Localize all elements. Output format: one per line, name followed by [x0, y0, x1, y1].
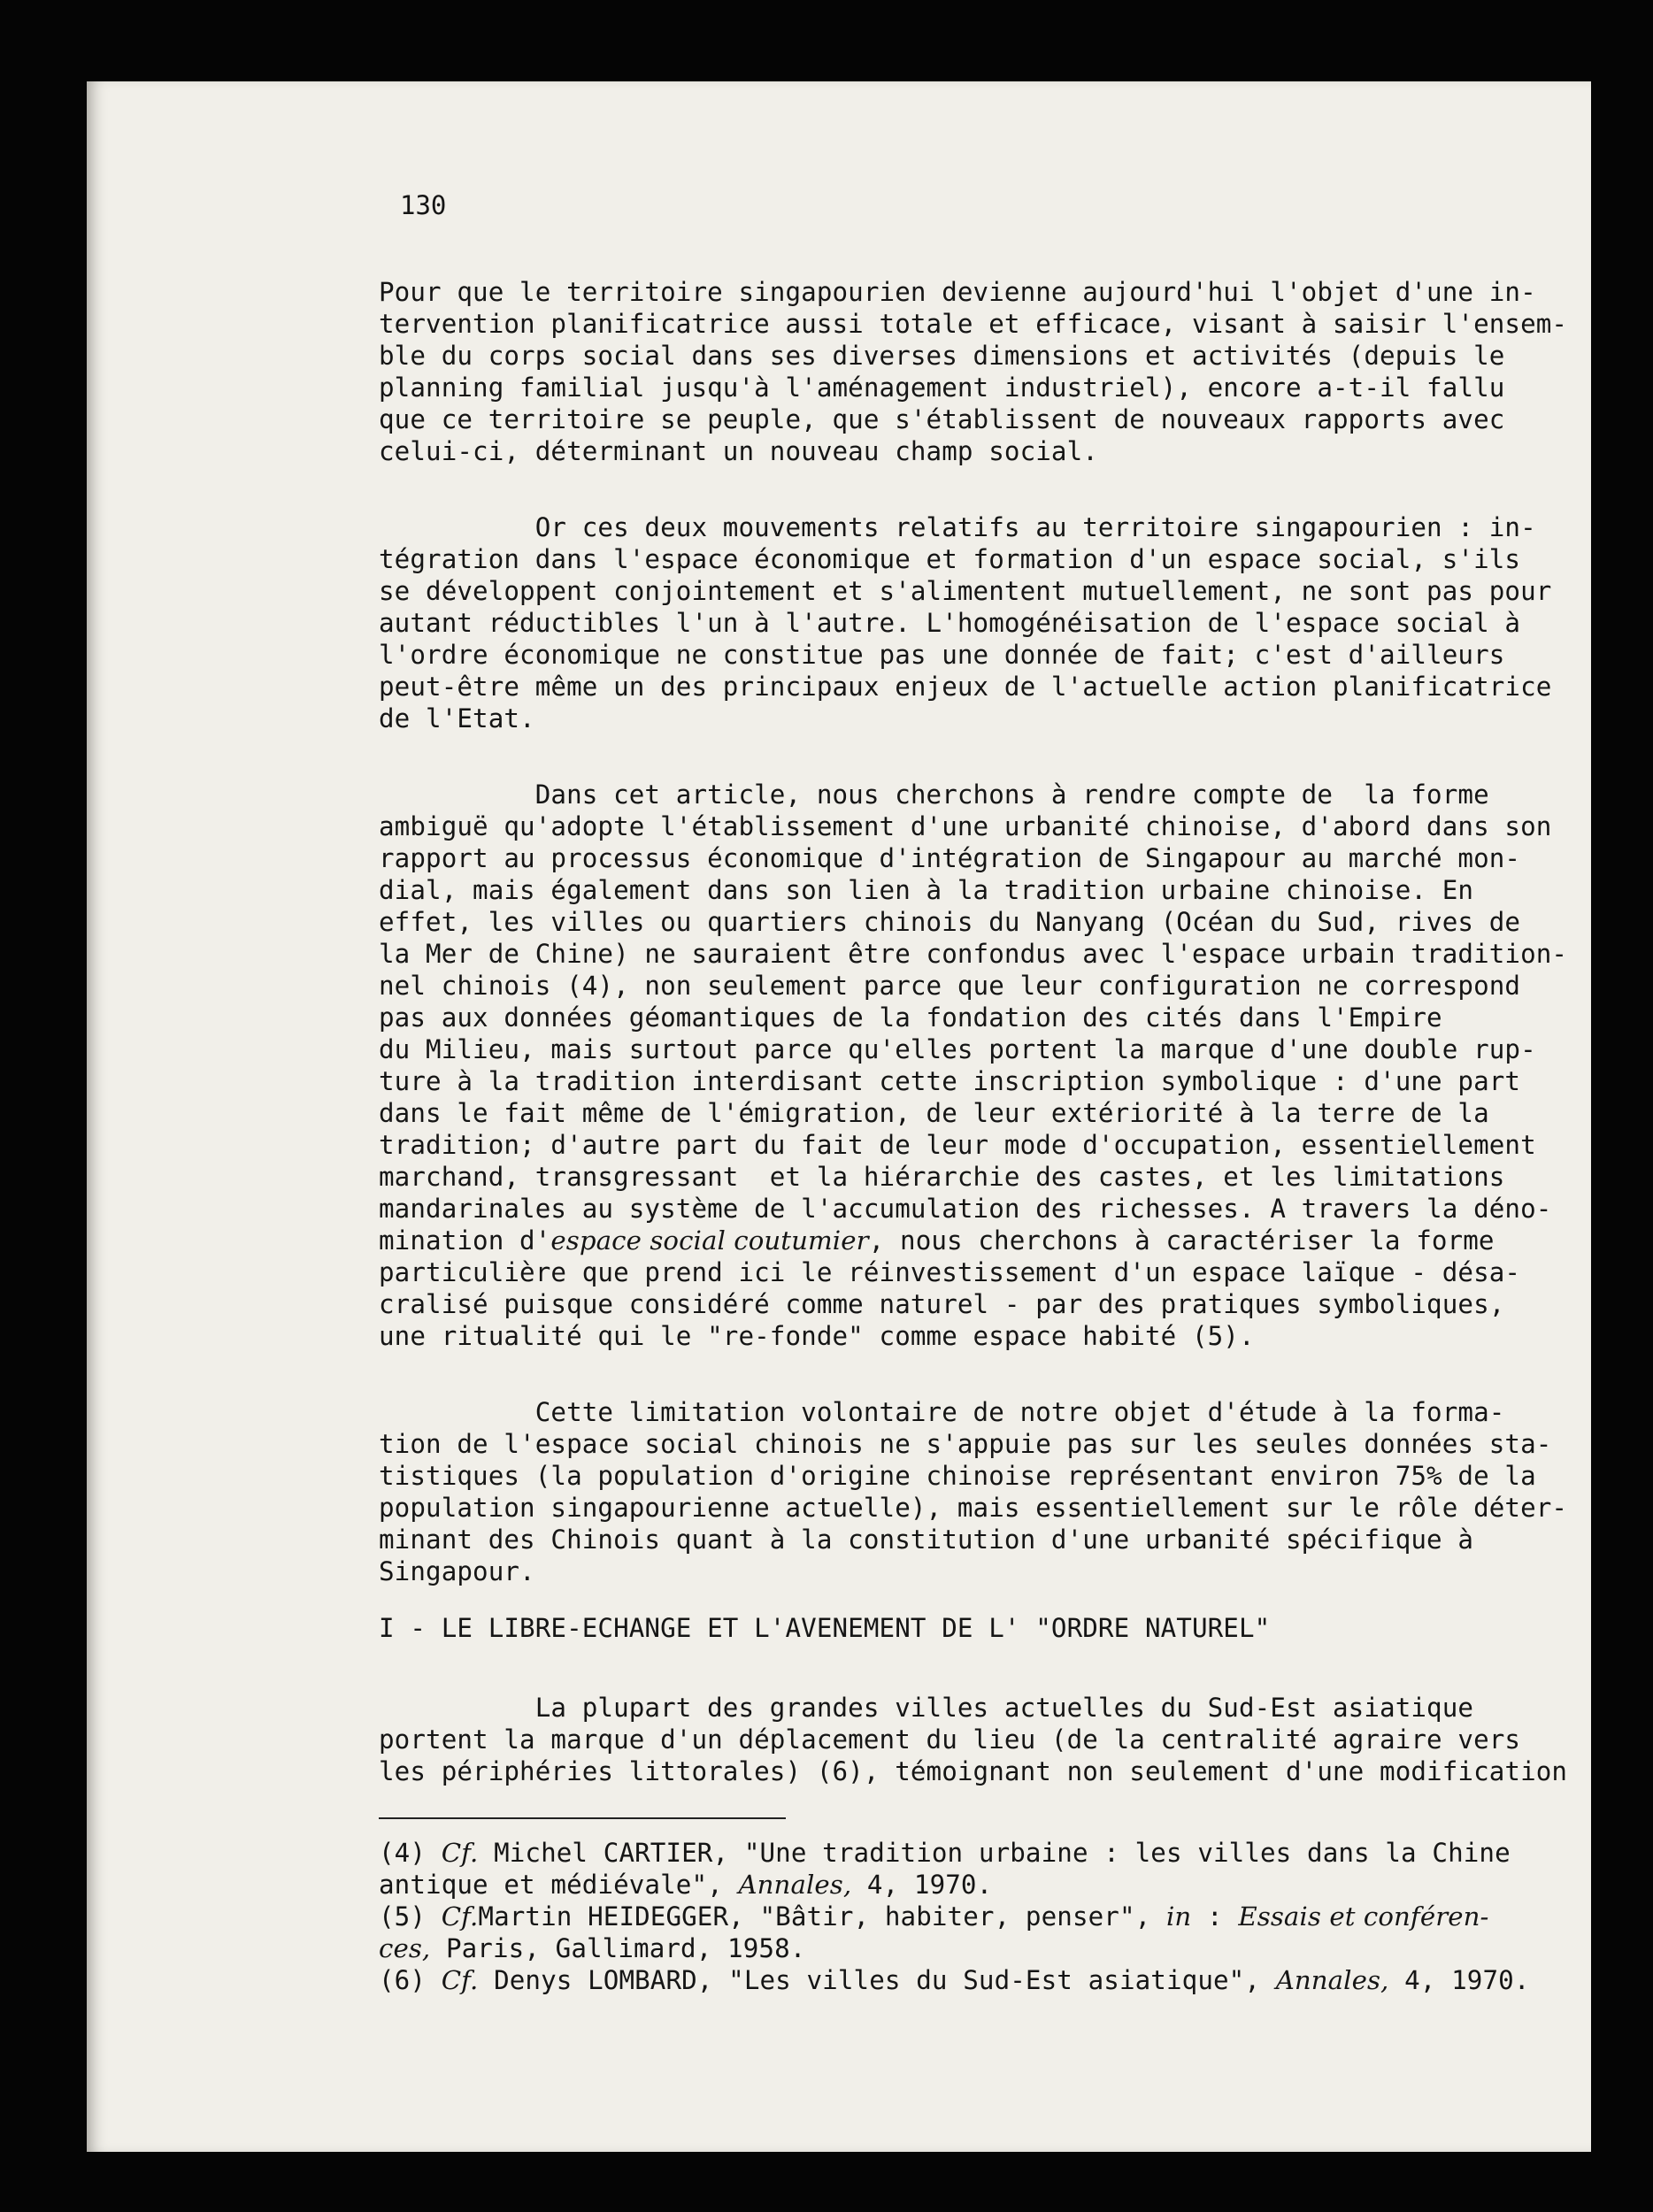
p1-line: tervention planificatrice aussi totale et efficace, visant à saisir l'ensem-: [379, 309, 1568, 339]
p1-line: celui-ci, déterminant un nouveau champ social.: [379, 436, 1098, 466]
fn-text: Michel CARTIER, "Une tradition urbaine : les villes dans la Chine: [478, 1838, 1511, 1868]
p3-line-italic: [379, 1225, 1495, 1256]
p3-line: cralisé puisque considéré comme naturel - par des pratiques symboliques,: [379, 1289, 1505, 1319]
fn-num: (5): [379, 1901, 442, 1932]
fn-text: antique et médiévale",: [379, 1870, 739, 1900]
p5-line: La plupart des grandes villes actuelles du Sud-Est asiatique: [379, 1693, 1474, 1723]
footnote-5: [379, 1901, 1488, 1932]
p2-line: autant réductibles l'un à l'autre. L'homogénéisation de l'espace social à: [379, 608, 1521, 638]
p2-line: se développent conjointement et s'alimentent mutuellement, ne sont pas pour: [379, 576, 1552, 606]
p3-line: particulière que prend ici le réinvestissement d'un espace laïque - désa-: [379, 1257, 1521, 1287]
fn-title: ces,: [379, 1933, 431, 1963]
p3-line: Dans cet article, nous cherchons à rendre compte de la forme: [379, 780, 1489, 810]
p5-line: portent la marque d'un déplacement du lieu (de la centralité agraire vers: [379, 1724, 1521, 1755]
p4-line: Cette limitation volontaire de notre objet d'étude à la forma-: [379, 1397, 1505, 1427]
p3-line: nel chinois (4), non seulement parce que leur configuration ne correspond: [379, 971, 1521, 1001]
fn-text: :: [1191, 1901, 1239, 1932]
p3-line: tradition; d'autre part du fait de leur mode d'occupation, essentiellement: [379, 1130, 1536, 1160]
p3-line: rapport au processus économique d'intégration de Singapour au marché mon-: [379, 843, 1521, 873]
fn-text: 4, 1970.: [1388, 1965, 1530, 1995]
p3-text: , nous cherchons à caractériser la forme: [868, 1225, 1495, 1256]
p3-line: ambiguë qu'adopte l'établissement d'une urbanité chinoise, d'abord dans son: [379, 811, 1552, 841]
fn-text: Denys LOMBARD, "Les villes du Sud-Est asiatique",: [478, 1965, 1276, 1995]
p4-line: minant des Chinois quant à la constitution d'une urbanité spécifique à: [379, 1525, 1474, 1555]
footnote-rule: [379, 1817, 786, 1819]
p3-line: effet, les villes ou quartiers chinois du Nanyang (Océan du Sud, rives de: [379, 907, 1521, 937]
p3-line: une ritualité qui le "re-fonde" comme espace habité (5).: [379, 1321, 1255, 1351]
p3-line: ture à la tradition interdisant cette inscription symbolique : d'une part: [379, 1066, 1521, 1096]
p2-line: Or ces deux mouvements relatifs au territoire singapourien : in-: [379, 512, 1536, 542]
fn-text: Paris, Gallimard, 1958.: [430, 1933, 806, 1963]
fn-journal: Annales,: [738, 1870, 852, 1900]
footnote-4-line2: [379, 1869, 992, 1901]
p4-line: tistiques (la population d'origine chinoise représentant environ 75% de la: [379, 1461, 1536, 1491]
p2-line: l'ordre économique ne constitue pas une donnée de fait; c'est d'ailleurs: [379, 640, 1505, 670]
footnote-4: [379, 1837, 1511, 1869]
fn-cf: Cf.: [441, 1901, 479, 1932]
fn-text: Martin HEIDEGGER, "Bâtir, habiter, penser",: [478, 1901, 1166, 1932]
fn-in: in: [1165, 1901, 1192, 1932]
p3-line: dial, mais également dans son lien à la tradition urbaine chinoise. En: [379, 875, 1474, 905]
footnote-5-line2: [379, 1932, 805, 1964]
p5-line: les périphéries littorales) (6), témoignant non seulement d'une modification: [379, 1756, 1568, 1786]
p3-line: dans le fait même de l'émigration, de leur extériorité à la terre de la: [379, 1098, 1489, 1128]
p3-line: du Milieu, mais surtout parce qu'elles portent la marque d'une double rup-: [379, 1034, 1536, 1064]
fn-cf: Cf.: [441, 1965, 479, 1995]
p2-line: de l'Etat.: [379, 703, 535, 733]
fn-journal: Annales,: [1275, 1965, 1389, 1995]
fn-num: (6): [379, 1965, 442, 1995]
p1-line: planning familial jusqu'à l'aménagement industriel), encore a-t-il fallu: [379, 373, 1505, 403]
fn-num: (4): [379, 1838, 442, 1868]
fn-title: Essais et conféren-: [1238, 1901, 1489, 1932]
italic-term: espace social coutumier: [550, 1225, 869, 1256]
fn-text: 4, 1970.: [851, 1870, 993, 1900]
fn-cf: Cf.: [441, 1838, 479, 1868]
p3-line: pas aux données géomantiques de la fondation des cités dans l'Empire: [379, 1002, 1442, 1033]
p1-line: que ce territoire se peuple, que s'établissent de nouveaux rapports avec: [379, 404, 1505, 434]
p4-line: tion de l'espace social chinois ne s'appuie pas sur les seules données sta-: [379, 1429, 1552, 1459]
p1-line: ble du corps social dans ses diverses dimensions et activités (depuis le: [379, 341, 1505, 371]
p2-line: tégration dans l'espace économique et formation d'un espace social, s'ils: [379, 544, 1521, 574]
page-number: 130: [400, 190, 447, 220]
p4-line: Singapour.: [379, 1556, 535, 1586]
p3-line: marchand, transgressant et la hiérarchie des castes, et les limitations: [379, 1162, 1505, 1192]
p4-line: population singapourienne actuelle), mais essentiellement sur le rôle déter-: [379, 1493, 1568, 1523]
footnote-6: [379, 1964, 1530, 1996]
p3-text: mination d': [379, 1225, 551, 1256]
p1-line: Pour que le territoire singapourien devienne aujourd'hui l'objet d'une in-: [379, 277, 1536, 307]
p3-line: mandarinales au système de l'accumulation des richesses. A travers la déno-: [379, 1194, 1552, 1224]
section-heading: I - LE LIBRE-ECHANGE ET L'AVENEMENT DE L' "ORDRE NATUREL": [379, 1613, 1271, 1643]
p3-line: la Mer de Chine) ne sauraient être confondus avec l'espace urbain tradition-: [379, 939, 1568, 969]
p2-line: peut-être même un des principaux enjeux de l'actuelle action planificatrice: [379, 672, 1552, 702]
